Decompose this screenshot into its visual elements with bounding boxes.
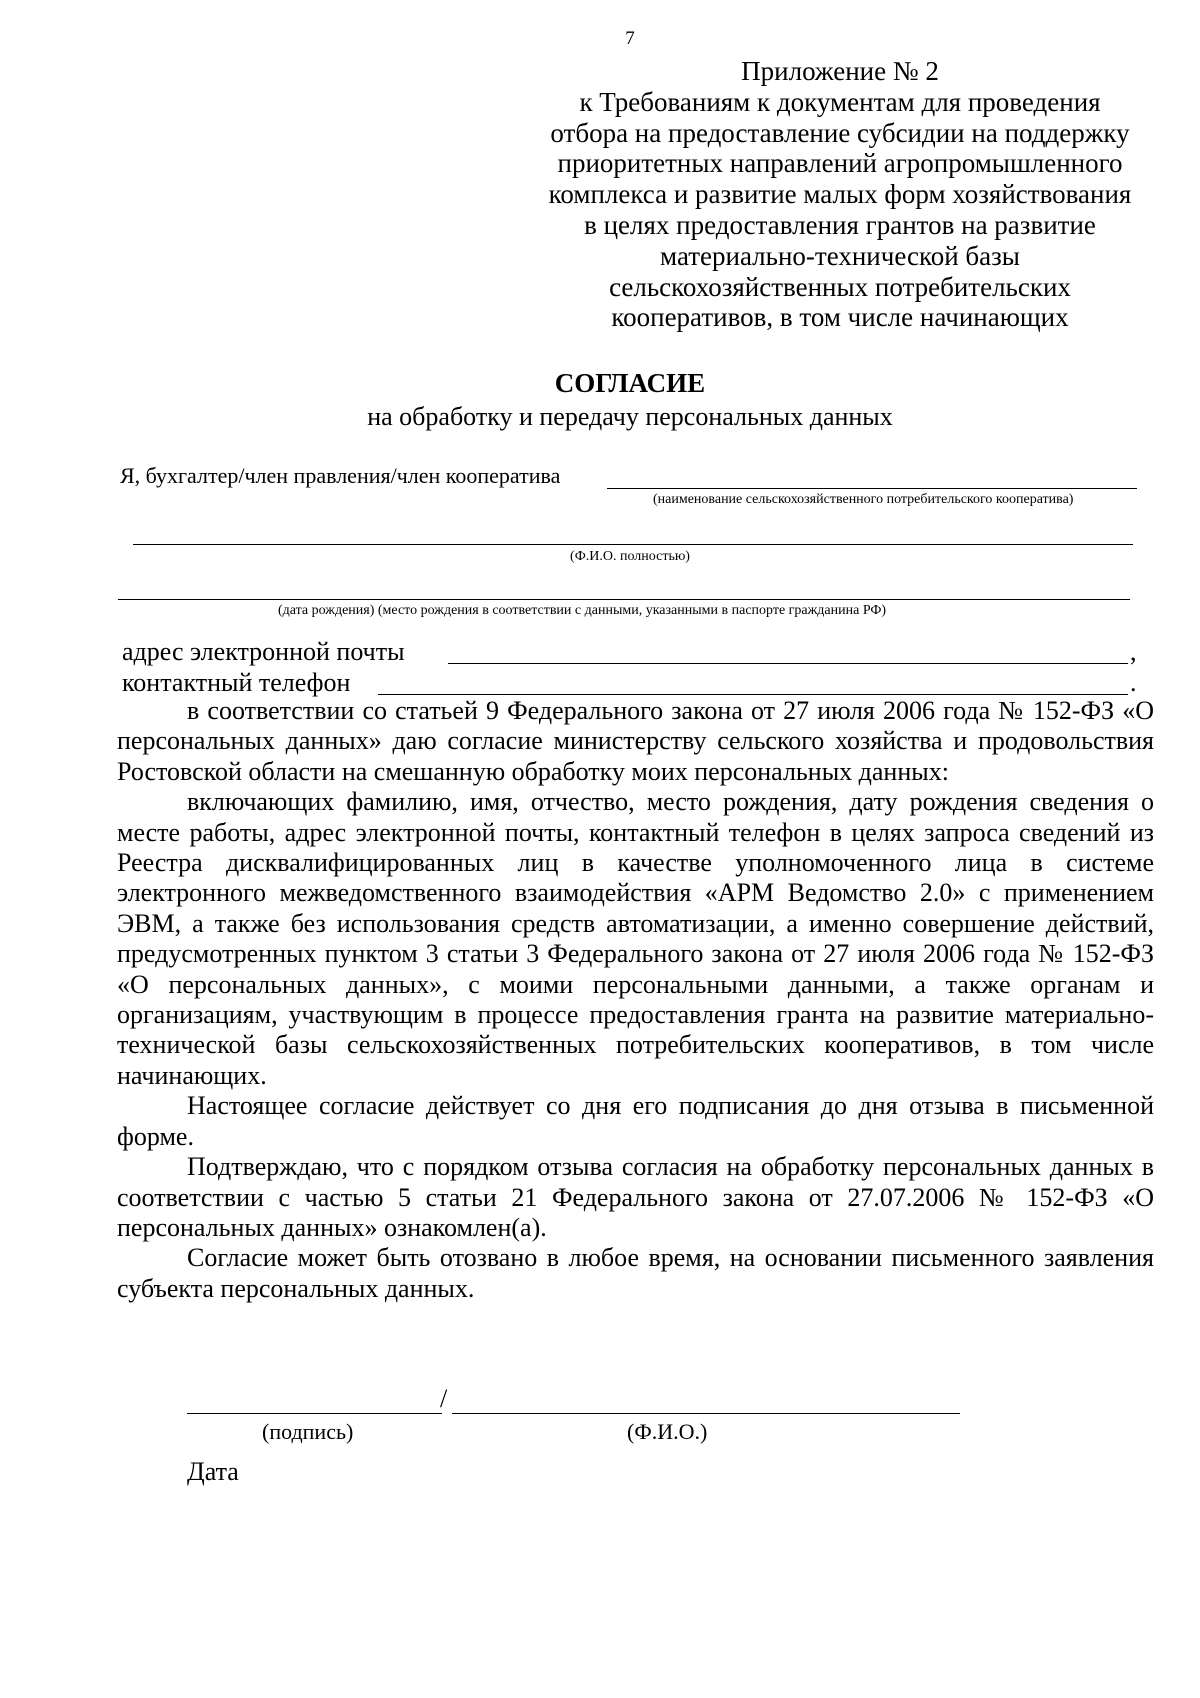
signature-fio-line[interactable] — [452, 1413, 960, 1414]
appendix-line: приоритетных направлений агропромышленного — [557, 148, 1123, 179]
appendix-line: отбора на предоставление субсидии на поддержку — [550, 117, 1130, 148]
consent-paragraph: Настоящее согласие действует со дня его подписания до дня отзыва в письменной форме. — [117, 1091, 1154, 1151]
appendix-line: материально-технической базы — [660, 240, 1020, 271]
consent-body — [117, 696, 1154, 1304]
appendix-line: к Требованиям к документам для проведения — [579, 86, 1101, 117]
appendix-line: кооперативов, в том числе начинающих — [611, 302, 1069, 333]
birth-hint: (дата рождения) (место рождения в соответствии с данными, указанными в паспорте гражданина РФ) — [278, 603, 887, 618]
appendix-header — [520, 56, 1160, 333]
ya-label: Я, бухгалтер/член правления/член кооператива — [120, 463, 561, 488]
phone-label: контактный телефон — [122, 668, 351, 697]
email-label: адрес электронной почты — [122, 637, 405, 666]
appendix-line: комплекса и развитие малых форм хозяйствования — [548, 179, 1132, 210]
appendix-line: в целях предоставления грантов на развитие — [584, 209, 1096, 240]
signature-line[interactable] — [187, 1413, 442, 1414]
signature-fio-label: (Ф.И.О.) — [627, 1419, 708, 1444]
phone-line[interactable] — [378, 694, 1128, 695]
consent-paragraph: в соответствии со статьей 9 Федерального закона от 27 июля 2006 года № 152-ФЗ «О персональных данных» даю согласие министерству сельского хозяйства и продовольствия Ростовской области на смешанную обработку моих персональных данных: — [117, 696, 1154, 786]
phone-period: . — [1130, 668, 1137, 697]
consent-paragraph: Подтверждаю, что с порядком отзыва согласия на обработку персональных данных в соответствии с частью 5 статьи 21 Федерального закона от 27.07.2006 № 152-ФЗ «О персональных данных» ознакомлен(а). — [117, 1152, 1154, 1242]
coop-name-line[interactable] — [607, 488, 1137, 489]
coop-name-hint: (наименование сельскохозяйственного потребительского кооператива) — [653, 492, 1074, 507]
fio-line[interactable] — [133, 544, 1133, 545]
document-title: СОГЛАСИЕ — [554, 368, 706, 398]
email-comma: , — [1130, 637, 1137, 666]
birth-line[interactable] — [118, 599, 1130, 600]
signature-slash: / — [440, 1384, 448, 1413]
page-number: 7 — [625, 28, 635, 49]
email-line[interactable] — [448, 663, 1128, 664]
fio-hint: (Ф.И.О. полностью) — [570, 549, 690, 564]
appendix-line: сельскохозяйственных потребительских — [609, 271, 1071, 302]
document-subtitle: на обработку и передачу персональных данных — [367, 402, 893, 431]
consent-paragraph: включающих фамилию, имя, отчество, место рождения, дату рождения сведения о месте работы, адрес электронной почты, контактный телефон в целях запроса сведений из Реестра дисквалифицированных лиц в качестве уполномоченного лица в системе электронного межведомственного взаимодействия «АРМ Ведомство 2.0» с применением ЭВМ, а также без использования средств автоматизации, а именно совершение действий, предусмотренных пунктом 3 статьи 3 Федерального закона от 27 июля 2006 года № 152-ФЗ «О персональных данных», с моими персональными данными, а также органам и организациям, участвующим в процессе предоставления гранта на развитие материально-технической базы сельскохозяйственных потребительских кооперативов, в том числе начинающих. — [117, 787, 1154, 1090]
date-label: Дата — [187, 1457, 239, 1486]
signature-label: (подпись) — [262, 1419, 354, 1444]
appendix-line: Приложение № 2 — [741, 56, 939, 86]
consent-paragraph: Согласие может быть отозвано в любое время, на основании письменного заявления субъекта персональных данных. — [117, 1243, 1154, 1303]
